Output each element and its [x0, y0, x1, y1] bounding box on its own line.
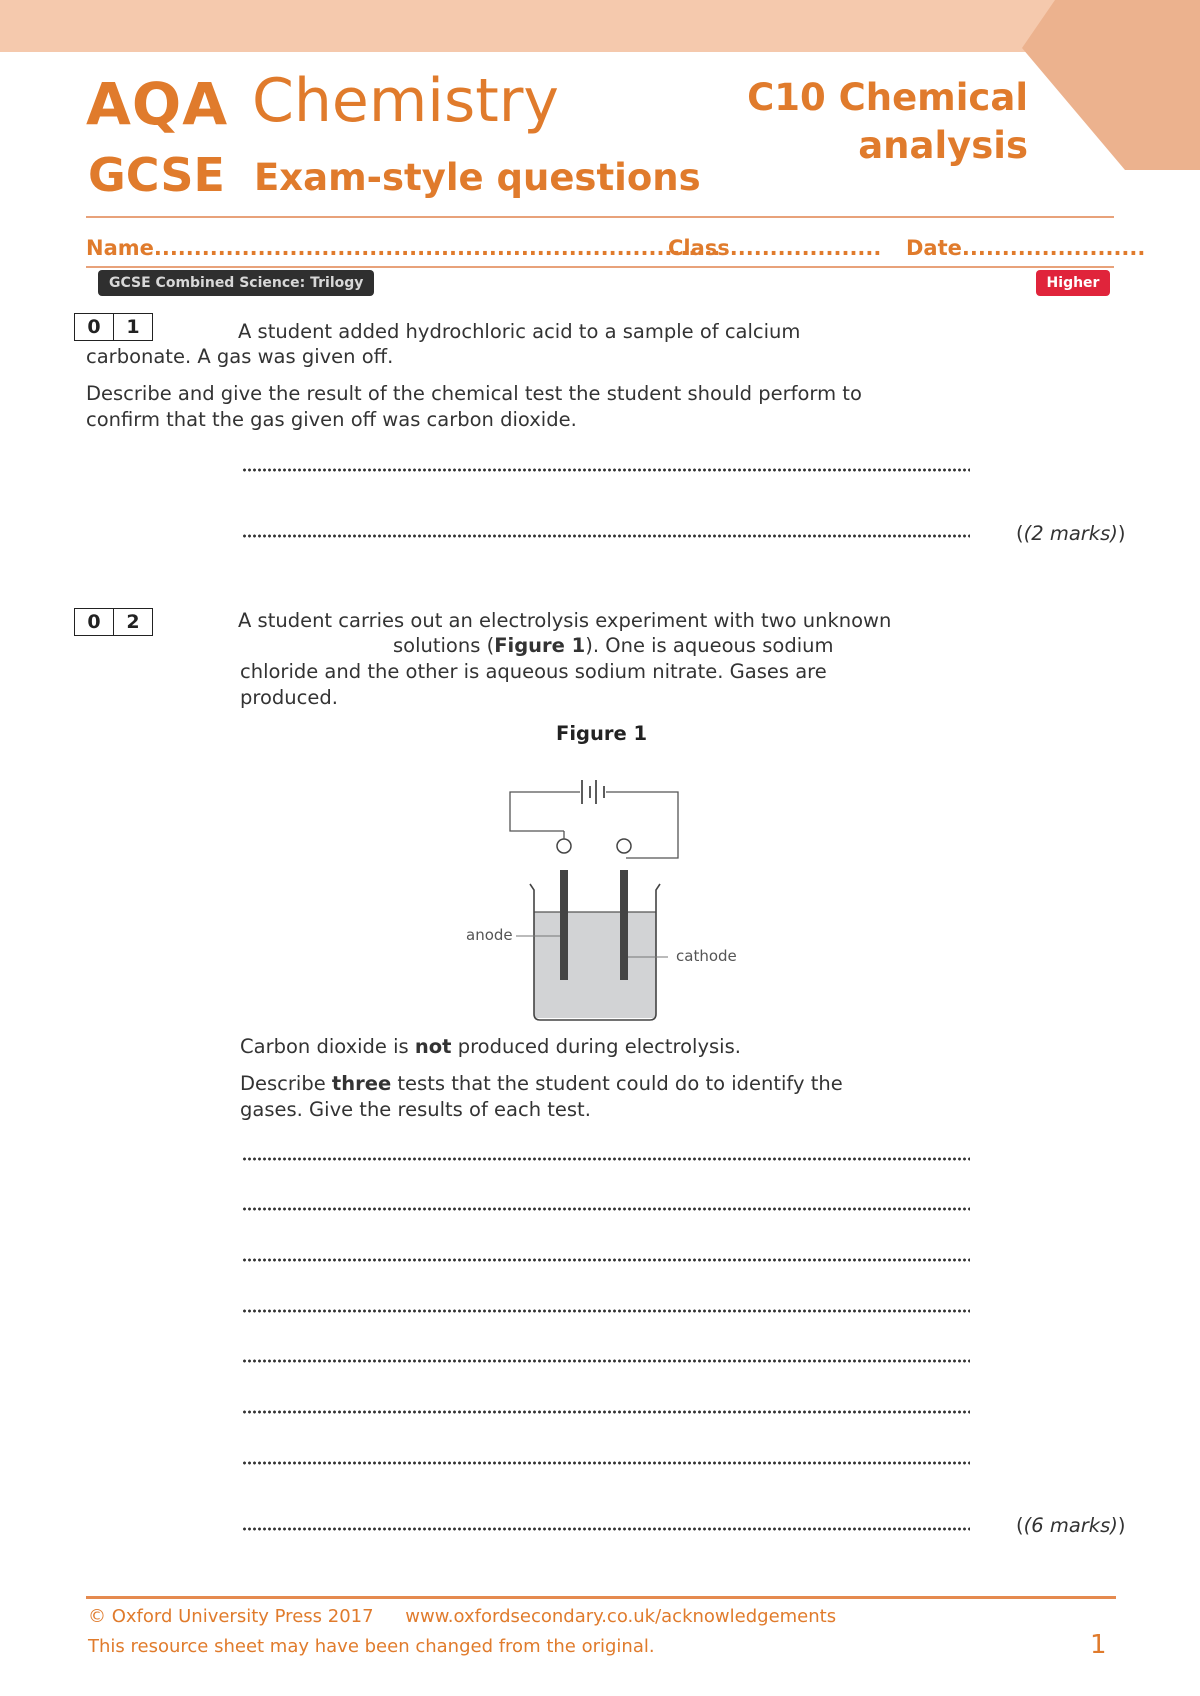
class-field[interactable]: Class................... [668, 236, 882, 260]
q1-marks-text: (2 marks) [1023, 522, 1118, 545]
q2-line-2-pre: solutions ( [393, 634, 495, 657]
answer-line[interactable] [242, 1207, 970, 1211]
q2-line-4: produced. [240, 686, 338, 709]
figure-reference: Figure 1 [494, 634, 586, 657]
topic-line-2: analysis [858, 124, 1028, 167]
corner-decoration [1020, 0, 1200, 170]
q2-instruction-1-post: tests that the student could do to identify the [391, 1072, 843, 1095]
answer-line[interactable] [242, 534, 970, 538]
footer-note: This resource sheet may have been changed from the original. [88, 1636, 655, 1657]
q2-statement-1-bold: not [414, 1035, 452, 1058]
name-field[interactable]: Name....................................................................... [86, 236, 721, 260]
answer-line[interactable] [242, 468, 970, 472]
q2-digit-b: 2 [113, 609, 152, 635]
copyright: © Oxford University Press 2017 [88, 1606, 374, 1627]
q2-line-3: chloride and the other is aqueous sodium nitrate. Gases are [240, 660, 827, 683]
course-badge: GCSE Combined Science: Trilogy [98, 270, 374, 296]
question-2-number [74, 608, 153, 636]
tier-badge: Higher [1036, 270, 1110, 296]
figure-title: Figure 1 [556, 722, 648, 745]
q2-instruction-1-bold: three [331, 1072, 392, 1095]
q1-line-3: Describe and give the result of the chemical test the student should perform to [86, 382, 862, 405]
logo-aqa: AQA [86, 70, 229, 138]
q2-line-2 [393, 633, 834, 659]
answer-line[interactable] [242, 1527, 970, 1531]
q2-statement-1 [240, 1034, 741, 1060]
q2-instruction-2: gases. Give the results of each test. [240, 1098, 591, 1121]
date-field[interactable]: Date....................... [906, 236, 1146, 260]
answer-line[interactable] [242, 1157, 970, 1161]
q2-instruction-1 [240, 1071, 843, 1097]
electrolysis-diagram [460, 760, 750, 1030]
page-number: 1 [1090, 1630, 1107, 1660]
answer-line[interactable] [242, 1359, 970, 1363]
q2-line-1: A student carries out an electrolysis experiment with two unknown [238, 609, 892, 632]
logo-gcse: GCSE [88, 148, 225, 202]
q1-line-1: A student added hydrochloric acid to a sample of calcium [238, 320, 801, 343]
header-divider [86, 216, 1114, 218]
q2-statement-1-pre: Carbon dioxide is [240, 1035, 415, 1058]
q2-marks-text: (6 marks) [1023, 1514, 1118, 1537]
logo-subject: Chemistry [252, 66, 559, 136]
q1-line-2: carbonate. A gas was given off. [86, 345, 394, 368]
q1-marks: ((2 marks)) [1016, 522, 1126, 545]
question-1-number [74, 313, 153, 341]
q2-statement-1-post: produced during electrolysis. [451, 1035, 741, 1058]
q1-digit-a: 0 [87, 316, 101, 338]
topic-title [747, 74, 1028, 170]
q1-line-4: confirm that the gas given off was carbon dioxide. [86, 408, 577, 431]
q1-digit-b: 1 [113, 314, 152, 340]
q2-digit-a: 0 [87, 611, 101, 633]
q2-line-2-post: ). One is aqueous sodium [585, 634, 834, 657]
answer-line[interactable] [242, 1258, 970, 1262]
answer-line[interactable] [242, 1461, 970, 1465]
footer-divider [86, 1596, 1116, 1599]
acknowledgements-link[interactable]: www.oxfordsecondary.co.uk/acknowledgements [405, 1606, 837, 1627]
fields-divider [86, 266, 1114, 268]
q2-marks: ((6 marks)) [1016, 1514, 1126, 1537]
topic-line-1: C10 Chemical [747, 76, 1028, 119]
answer-line[interactable] [242, 1309, 970, 1313]
anode-label: anode [466, 926, 513, 944]
cathode-label: cathode [676, 947, 737, 965]
q2-instruction-1-pre: Describe [240, 1072, 332, 1095]
logo-subtitle: Exam-style questions [254, 156, 701, 199]
footer-copyright-line [88, 1606, 836, 1627]
answer-line[interactable] [242, 1410, 970, 1414]
